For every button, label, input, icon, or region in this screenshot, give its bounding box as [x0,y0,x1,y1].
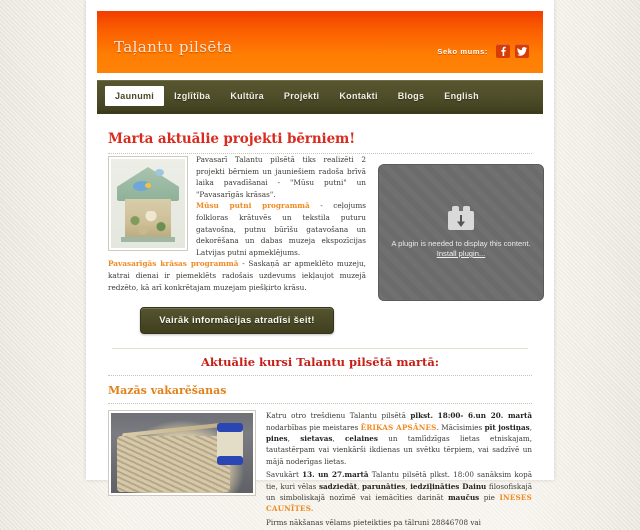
p1-teacher[interactable]: ĒRIKAS APSĀNES [360,422,437,432]
social-links [437,44,529,58]
program-2-name[interactable]: Pavasarīgās krāsas programmā [108,259,239,269]
bird-figure [133,181,149,191]
page-content [97,131,543,530]
section-divider-top [108,375,532,376]
birdhouse-illustration [111,159,185,248]
p1-item4: celaines [345,433,378,443]
p2-t1: Savukārt [266,470,303,480]
plugin-placeholder[interactable] [378,164,544,301]
puzzle-download-icon [448,206,474,230]
article-image[interactable] [108,156,188,251]
p1-t2: nodarbības pie meistares [266,422,361,432]
butterfly-figure [155,169,164,176]
more-info-button[interactable]: Vairāk informācijas atradīsi šeit! [140,307,333,334]
social-label: Seko mums: [437,46,488,56]
p1-t3: . Mācīsimies [436,422,485,432]
course-description [256,410,532,530]
p2-act1: sadziedāt [318,481,358,491]
p2-date: 13. un 27.martā [302,470,369,480]
course-paragraph-3: Pirms nākšanas vēlams pieteikties pa tālruni 28846708 vai [266,517,481,527]
nav-item-kontakti[interactable]: Kontakti [339,91,378,101]
nav-item-blogs[interactable]: Blogs [397,91,425,101]
p1-t1: Katru otro trešdienu Talantu pilsētā [266,411,411,421]
section-divider-bottom [108,403,532,404]
p1-date: plkst. 18:00- 6.un 20. martā [410,411,532,421]
program-2-text: - Saskaņā ar apmeklēto muzeju, katrai dienai ir piemeklēts radošais uzdevums iekļaujot muzejā redzēto, kā arī konkrētajam muzejam piešķirto krāsu. [108,259,366,292]
title-divider [108,147,532,154]
section-title: Aktuālie kursi Talantu pilsētā martā: [200,355,440,370]
course-row [108,410,532,530]
course-paragraph-1 [266,410,532,467]
download-arrow-icon [457,215,465,227]
page-title: Marta aktuālie projekti bērniem! [108,131,356,147]
course-image[interactable] [108,410,256,496]
p1-item2: pines [266,433,288,443]
p2-t6: pie [479,492,500,502]
yarn-spool [217,427,243,461]
sidebar-column [366,154,532,334]
nav-item-jaunumi[interactable]: Jaunumi [105,86,164,106]
knitting-photo [111,413,253,493]
p1-item1: pīt jostiņas [484,422,530,432]
p1-t6: , [332,433,346,443]
p1-item3: sietavas [300,433,333,443]
p2-teacher[interactable]: INESES CAUNĪTES. [266,492,532,514]
p2-t3: , [357,481,363,491]
p2-act4: maučus [448,492,480,502]
page-container [86,0,554,527]
article-column [108,154,366,334]
course-paragraph-2 [266,469,532,515]
p2-t5: filosofiskajā un simboliskajā nozīmē vai iemācīties darināt [266,481,533,502]
main-navigation [97,80,543,114]
site-brand[interactable]: Taļantu pilsēta [114,38,233,56]
p1-t5: , [287,433,301,443]
article-intro: Pavasarī Talantu pilsētā tiks realizēti 2 projekti bērniem un jauniešiem radoša brīvā laika pavadīšanai - "Mūsu putni" un "Pavasarīgās krāsas". [196,155,366,199]
birdhouse-decor [127,211,167,235]
p2-t2: Talantu pilsētā plkst. 18:00 sanāksim kopā tie, kuri vēlas [266,470,532,491]
site-header [97,11,543,73]
program-1-text: - ceļojums folkloras krātuvēs un tekstila puturu gatavošna, putnu būrīšu gatavošana un dekorēšana un dabas muzeja ekspozīcijas Latvijas putni apmeklējums. [196,201,366,257]
nav-item-izglitiba[interactable]: Izglītība [174,91,211,101]
section-rule [112,348,528,349]
birdhouse-base [121,237,175,242]
knitted-fabric [117,436,231,492]
page-inner [86,0,554,530]
p1-t4: , [529,422,532,432]
knitting-needle [122,422,224,437]
cta-wrapper [108,293,366,334]
program-1-name[interactable]: Mūsu putni programmā [196,201,310,211]
facebook-icon[interactable] [496,44,510,58]
nav-item-projekti[interactable]: Projekti [283,91,320,101]
nav-item-english[interactable]: English [444,91,479,101]
article-body [108,154,366,293]
p2-act2: parunāties [362,481,406,491]
twitter-icon[interactable] [515,44,529,58]
article-row [108,154,532,334]
plugin-message: A plugin is needed to display this content. [391,239,531,248]
install-plugin-link[interactable]: Install plugin... [436,249,486,258]
p1-t7: un tamlīdzīgas lietas etniskajam, tautastērpam vai vienkārši ikdienas un svētku tērpiem, vai sadzīvē un mājā noderīgas lietas. [266,433,532,466]
course-sub-title[interactable]: Mazās vakarēšanas [108,384,227,398]
p2-act3: iedziļināties Dainu [410,481,487,491]
p2-t4: , [405,481,411,491]
nav-item-kultura[interactable]: Kultūra [230,91,264,101]
